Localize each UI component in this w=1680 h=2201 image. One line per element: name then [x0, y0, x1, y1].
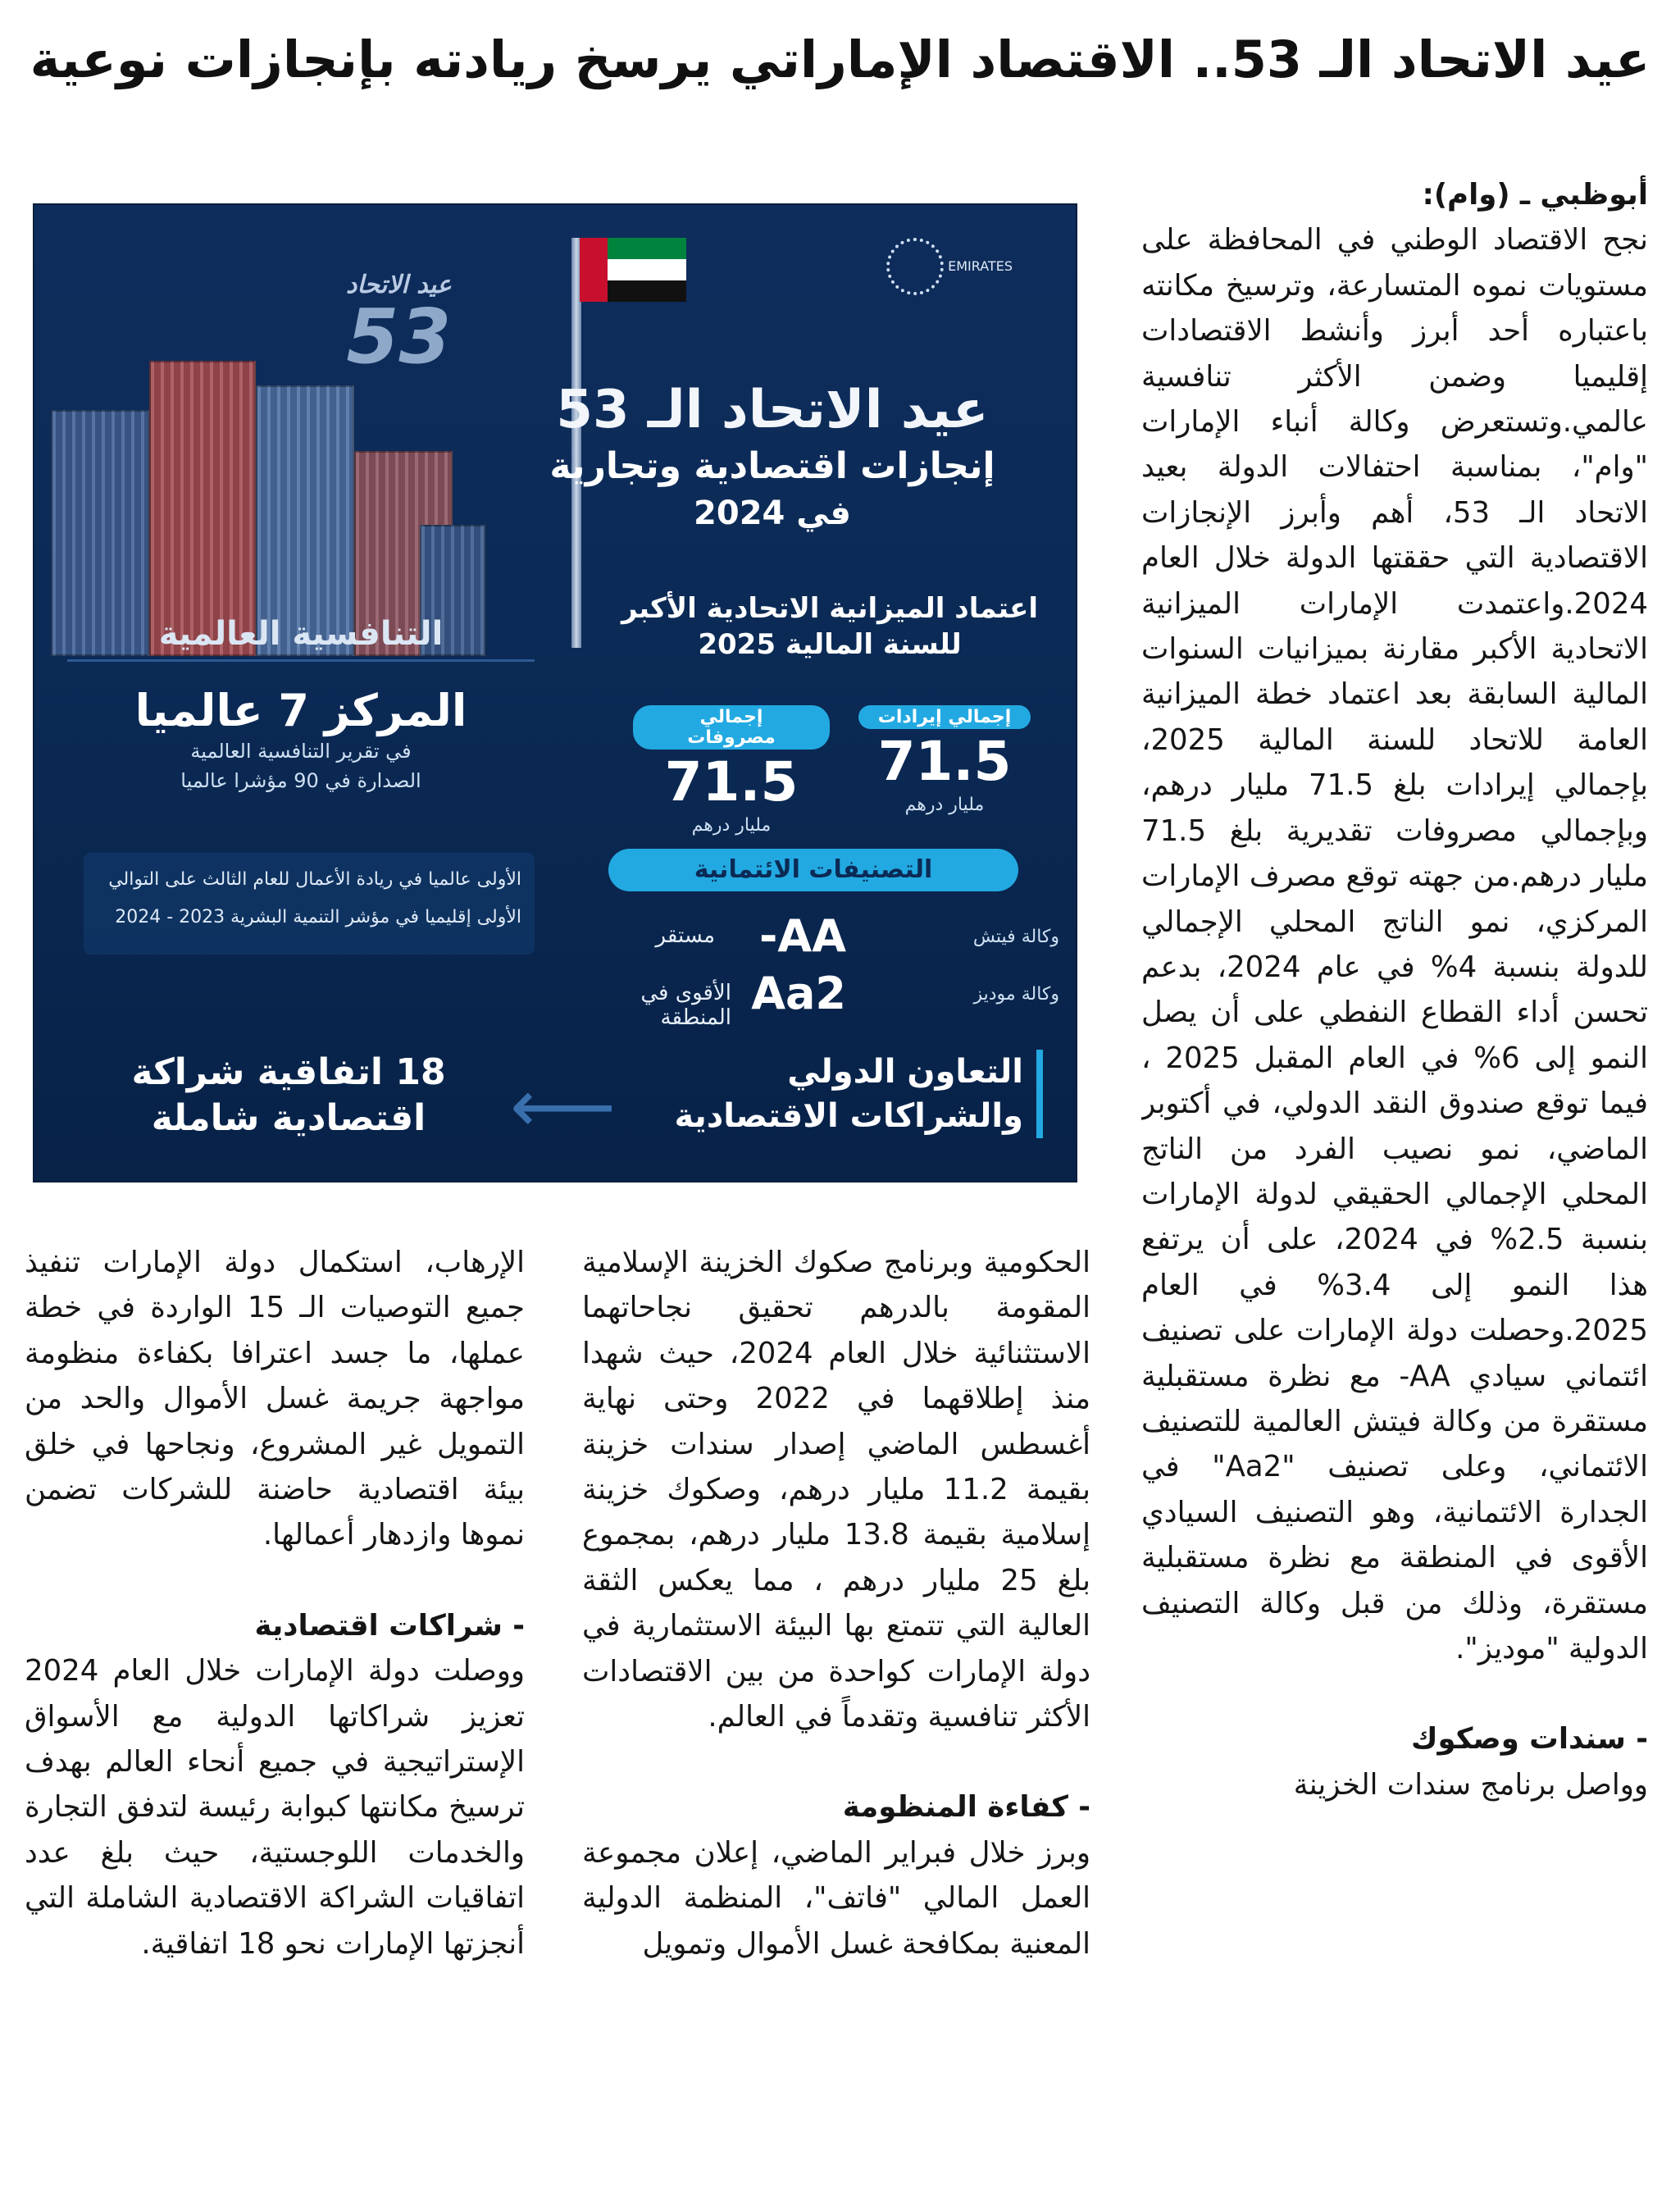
logo-text: EMIRATES — [948, 258, 1013, 274]
competitiveness-heading: التنافسية العالمية — [67, 615, 535, 662]
budget-panel — [600, 590, 1059, 663]
moodys-grade: Aa2 — [751, 968, 846, 1019]
article-paragraph: وبرز خلال فبراير الماضي، إعلان مجموعة العمل المالي "فاتف"، المنظمة الدولية المعنية بمكافحة غسل الأموال وتمويل — [582, 1835, 1090, 1961]
uae-flag-icon — [580, 238, 686, 302]
fitch-outlook: مستقر — [655, 923, 715, 948]
globe-icon — [886, 238, 944, 295]
article-paragraph: نجح الاقتصاد الوطني في المحافظة على مستويات نموه المتسارعة، وترسيخ مكانته باعتباره أحد أبرز وأنشط الاقتصادات إقليميا وضمن الأكثر تنافسية عالمي.وتستعرض وكالة أنباء الإمارات "وام"، بمناسبة احتفالات الدولة بعيد الاتحاد الـ 53، أهم وأبرز الإنجازات الاقتصادية التي حققتها الدولة خلال العام 2024.واعتمدت الإمارات الميزانية الاتحادية الأكبر مقارنة بميزانيات السنوات المالية السابقة بعد اعتماد خطة الميزانية العامة للاتحاد للسنة المالية 2025، بإجمالي إيرادات بلغ 71.5 مليار درهم، وبإجمالي مصروفات تقديرية بلغ 71.5 مليار درهم.من جهته توقع مصرف الإمارات المركزي، نمو الناتج المحلي الإجمالي للدولة بنسبة 4% في عام 2024، بدعم تحسن أداء القطاع النفطي على أن يصل النمو إلى 6% في العام المقبل 2025 ، فيما توقع صندوق النقد الدولي، في أكتوبر الماضي، نمو نصيب الفرد من الناتج المحلي الإجمالي الحقيقي لدولة الإمارات بنسبة 2.5% في 2024، على أن يرتفع هذا النمو إلى 3.4% في العام 2025.وحصلت دولة الإمارات على تصنيف ائتماني سيادي AA- مع نظرة مستقبلية مستقرة من وكالة فيتش العالمية للتصنيف الائتماني، وعلى تصنيف "Aa2" في الجدارة الائتمانية، وهو التصنيف السيادي الأقوى في المنطقة مع نظرة مستقبلية مستقرة، وذلك من قبل وكالة التصنيف الدولية "موديز". — [1141, 223, 1648, 1666]
expense-metric — [633, 705, 830, 836]
article-paragraph: الحكومية وبرنامج صكوك الخزينة الإسلامية المقومة بالدرهم تحقيق نجاحاتهما الاستثنائية خلال العام 2024، حيث شهدا منذ إطلاقهما في 2022 وحتى نهاية أغسطس الماضي إصدار سندات خزينة بقيمة 11.2 مليار درهم، وصكوك خزينة إسلامية بقيمة 13.8 مليار درهم، بمجموع بلغ 25 مليار درهم ، مما يعكس الثقة العالية التي تتمتع بها البيئة الاستثمارية في دولة الإمارات كواحدة من بين الاقتصادات الأكثر تنافسية وتقدماً في العالم. — [582, 1246, 1090, 1734]
article-column-right — [1141, 172, 1648, 2190]
article-paragraph: الإرهاب، استكمال دولة الإمارات تنفيذ جميع التوصيات الـ 15 الواردة في خطة عملها، ما جسد اعترافا بكفاءة منظومة مواجهة جريمة غسل الأموال والحد من التمويل غير المشروع، ونجاحها في خلق بيئة اقتصادية حاضنة للشركات تضمن نموها وازدهار أعمالها. — [25, 1246, 525, 1552]
expense-unit: مليار درهم — [691, 815, 772, 836]
article-column-left — [25, 1240, 525, 2191]
expense-value: 71.5 — [664, 750, 799, 813]
title-main: عيد الاتحاد الـ 53 — [556, 380, 989, 440]
ratings-heading: التصنيفات الائتمانية — [608, 849, 1018, 891]
revenue-metric — [846, 705, 1043, 815]
fitch-grade: AA- — [758, 910, 846, 962]
expense-label: إجمالي مصروفات — [633, 705, 830, 750]
rank-sub: في تقرير التنافسية العالمية — [190, 740, 412, 763]
badge-number: 53 — [346, 293, 452, 381]
arrow-left-icon: ⟵ — [510, 1064, 617, 1150]
revenue-unit: مليار درهم — [904, 795, 985, 815]
revenue-label: إجمالي إيرادات — [858, 705, 1031, 729]
wam-logo — [871, 238, 1035, 312]
budget-heading: اعتماد الميزانية الاتحادية الأكبر للسنة المالية 2025 — [621, 592, 1039, 661]
title-year: في 2024 — [694, 494, 851, 532]
article-paragraph: وواصل برنامج سندات الخزينة — [1293, 1767, 1648, 1802]
competitiveness-panel — [67, 615, 535, 795]
subhead-efficiency: - كفاءة المنظومة — [842, 1790, 1090, 1825]
moodys-outlook: الأقوى في المنطقة — [640, 981, 731, 1030]
firsts-box — [84, 853, 535, 955]
fitch-agency: وكالة فيتش — [972, 927, 1059, 947]
agreements-count: 18 اتفاقية شراكة اقتصادية شاملة — [131, 1051, 446, 1139]
first-entrepreneurship: الأولى عالميا في ريادة الأعمال للعام الثالث على التوالي — [108, 869, 521, 890]
article-column-middle — [582, 1240, 1090, 2191]
moodys-agency: وكالة موديز — [973, 984, 1059, 1005]
partnerships-strip — [34, 1033, 1076, 1181]
subhead-partnerships: - شراكات اقتصادية — [254, 1608, 525, 1643]
union-day-badge — [346, 271, 452, 381]
rank-sub-2: الصدارة في 90 مؤشرا عالميا — [180, 769, 421, 792]
badge-label: عيد الاتحاد — [346, 271, 452, 299]
title-sub: إنجازات اقتصادية وتجارية — [549, 445, 995, 487]
article-paragraph: ووصلت دولة الإمارات خلال العام 2024 تعزيز شراكاتها الدولية مع الأسواق الإستراتيجية في جميع أنحاء العالم بهدف ترسيخ مكانتها كبوابة رئيسة لتدفق التجارة والخدمات اللوجستية، حيث بلغ عدد اتفاقيات الشراكة الاقتصادية الشاملة التي أنجزتها الإمارات نحو 18 اتفاقية. — [25, 1654, 525, 1961]
revenue-value: 71.5 — [877, 730, 1012, 793]
infographic — [33, 203, 1077, 1183]
first-human-development: الأولى إقليميا في مؤشر التنمية البشرية 2023 - 2024 — [115, 907, 521, 927]
rating-moodys — [600, 968, 1059, 1030]
subhead-bonds: - سندات وصكوك — [1410, 1722, 1648, 1757]
headline: عيد الاتحاد الـ 53.. الاقتصاد الإماراتي يرسخ ريادته بإنجازات نوعية — [30, 30, 1650, 89]
rank: المركز 7 عالميا — [134, 685, 467, 736]
cooperation-label: التعاون الدولي والشراكات الاقتصادية — [658, 1050, 1043, 1138]
rating-fitch — [600, 910, 1059, 968]
dateline: أبوظبي ـ (وام): — [1422, 178, 1648, 212]
infographic-title — [494, 377, 1051, 536]
